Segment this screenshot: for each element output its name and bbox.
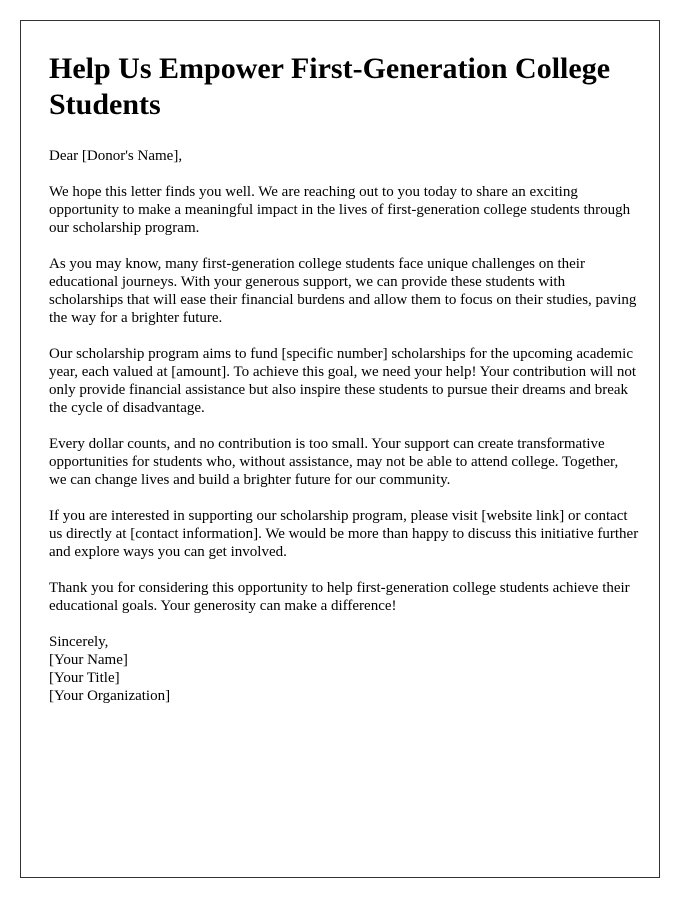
paragraph-intro: We hope this letter finds you well. We are reaching out to you today to share an exciting opportunity to make a meaningful impact in the lives of first-generation college students through our scholarship program. — [49, 184, 631, 236]
sender-name: [Your Name] — [49, 652, 128, 668]
paragraph-every-dollar: Every dollar counts, and no contribution is too small. Your support can create transformative opportunities for students who, without assistance, may not be able to attend college. Together, we can change lives and build a brighter future for our community. — [49, 436, 619, 488]
letter-title: Help Us Empower First-Generation College Students — [49, 52, 611, 121]
sender-organization: [Your Organization] — [49, 688, 171, 704]
paragraph-thanks: Thank you for considering this opportunity to help first-generation college students achieve their educational goals. Your generosity can make a difference! — [49, 580, 630, 614]
letter-page — [20, 20, 660, 878]
paragraph-challenges: As you may know, many first-generation college students face unique challenges on their educational journeys. With your generous support, we can provide these students with scholarships that will ease their financial burdens and allow them to focus on their studies, paving the way for a brighter future. — [49, 256, 637, 326]
sender-title: [Your Title] — [49, 670, 120, 686]
signature-block — [49, 633, 639, 705]
paragraph-contact: If you are interested in supporting our scholarship program, please visit [website link] or contact us directly at [contact information]. We would be more than happy to discuss this initiative further and explore ways you can get involved. — [49, 508, 639, 560]
letter-content — [49, 51, 639, 705]
signoff: Sincerely, — [49, 634, 109, 650]
paragraph-goal: Our scholarship program aims to fund [specific number] scholarships for the upcoming academic year, each valued at [amount]. To achieve this goal, we need your help! Your contribution will not only provide financial assistance but also inspire these students to pursue their dreams and break the cycle of disadvantage. — [49, 346, 637, 416]
greeting: Dear [Donor's Name], — [49, 148, 183, 164]
